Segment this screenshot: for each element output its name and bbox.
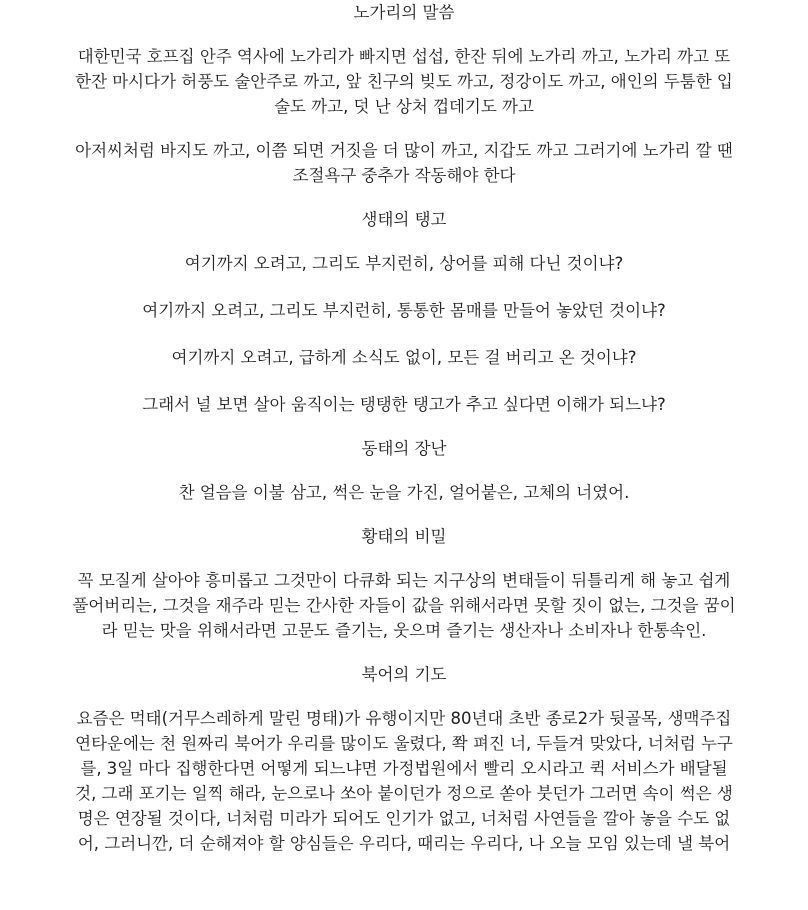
section-title-hwangtae: 황태의 비밀 (361, 527, 447, 546)
paragraph-bugeo-1: 요즘은 먹태(거무스레하게 말린 명태)가 유행이지만 80년대 초반 종로2가 뒷골목, 생맥주집 연타운에는 천 원짜리 북어가 우리를 많이도 울렸다, 쫙 펴진 너, 두들겨 맞았다, 너처럼 누구를, 3일 마다 집행한다면 어떻게 되느냐면 가정법원에서 빨리 오시라고 퀵 서비스가 배달될 것, 그래 포기는 일찍 해라, 눈으로나 쏘아 붙이던가 정으로 쏟아 붓던가 그러면 속이 썩은 생명은 연장될 것이다, 너처럼 미라가 되어도 인기가 없고, 너처럼 사연들을 깔아 놓을 수도 없어, 그러니깐, 더 순해져야 할 양심들은 우리다, 때리는 우리다, 나 오늘 모임 있는데 낼 북어 (75, 709, 733, 853)
paragraph-saengtae-2: 여기까지 오려고, 그리도 부지런히, 통통한 몸매를 만들어 놓았던 것이냐? (142, 301, 666, 320)
paragraph-nogari-1: 대한민국 호프집 안주 역사에 노가리가 빠지면 섭섭, 한잔 뒤에 노가리 까고, 노가리 까고 또 한잔 마시다가 허풍도 술안주로 까고, 앞 친구의 빚도 까고, 정강이도 까고, 애인의 두툼한 입술도 까고, 덧 난 상처 껍데기도 까고 (75, 47, 733, 116)
paragraph-saengtae-3: 여기까지 오려고, 급하게 소식도 없이, 모든 걸 버리고 온 것이냐? (171, 348, 637, 367)
paragraph-dongtae-1: 찬 얼음을 이불 삼고, 썩은 눈을 가진, 얼어붙은, 고체의 너였어. (178, 483, 630, 502)
paragraph-hwangtae-1: 꼭 모질게 살아야 흥미롭고 그것만이 다큐화 되는 지구상의 변태들이 뒤틀리게 해 놓고 쉽게 풀어버리는, 그것을 재주라 믿는 간사한 자들이 값을 위해서라면 못할 짓이 없는, 그것을 꿈이라 믿는 맛을 위해서라면 고문도 즐기는, 웃으며 즐기는 생산자나 소비자나 한통속인. (72, 571, 736, 640)
paragraph-nogari-2: 아저씨처럼 바지도 까고, 이쯤 되면 거짓을 더 많이 까고, 지갑도 까고 그러기에 노가리 깔 땐 조절욕구 중추가 작동해야 한다 (75, 141, 733, 185)
section-title-dongtae: 동태의 장난 (361, 439, 447, 458)
section-title-saengtae: 생태의 탱고 (361, 210, 447, 229)
section-title-bugeo: 북어의 기도 (361, 665, 447, 684)
section-title-nogari: 노가리의 말씀 (353, 3, 455, 22)
paragraph-saengtae-1: 여기까지 오려고, 그리도 부지런히, 상어를 피해 다닌 것이냐? (184, 254, 624, 273)
paragraph-saengtae-4: 그래서 널 보면 살아 움직이는 탱탱한 탱고가 추고 싶다면 이해가 되느냐? (142, 395, 666, 414)
